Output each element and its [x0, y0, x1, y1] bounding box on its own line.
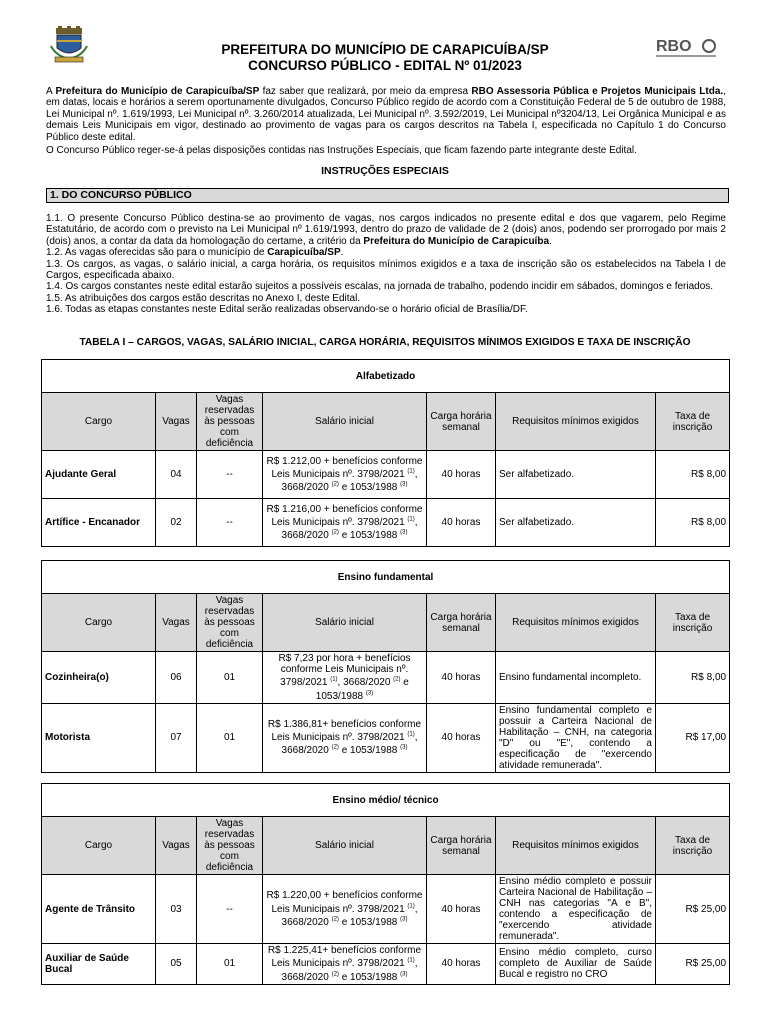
requisitos-cell: Ensino médio completo, curso completo de Auxiliar de Saúde Bucal e registro no CRO: [496, 944, 656, 985]
table-row: [42, 499, 730, 547]
vagas-pcd-cell: 01: [197, 703, 263, 772]
column-header-vagas: Vagas: [156, 817, 197, 875]
requisitos-cell: Ensino médio completo e possuir Carteira Nacional de Habilitação – CNH nas categorias "A e B", contendo a especificação de "exercendo atividade remunerada".: [496, 875, 656, 944]
item-1-2: 1.2. As vagas oferecidas são para o município de Carapicuíba/SP.: [46, 247, 344, 259]
rbo-logo-text: RBO: [656, 38, 692, 55]
table-row: [42, 451, 730, 499]
column-header-vagas-pcd: Vagas reservadas às pessoas com deficiência: [197, 393, 263, 451]
taxa-cell: R$ 25,00: [656, 944, 730, 985]
table-level-heading: Alfabetizado: [42, 360, 730, 393]
column-header-taxa: Taxa de inscrição: [656, 393, 730, 451]
column-header-vagas-pcd: Vagas reservadas às pessoas com deficiência: [197, 594, 263, 652]
salario-cell: R$ 1.220,00 + benefícios conforme Leis Municipais nº. 3798/2021 $^{(1)}$, 3668/2020 $^{(2)}$ e 1053/1988 $^{(3)}$: [263, 875, 427, 944]
vagas-pcd-cell: --: [197, 451, 263, 499]
table-row: [42, 944, 730, 985]
table-row: [42, 703, 730, 772]
requisitos-cell: Ser alfabetizado.: [496, 499, 656, 547]
vagas-cell: 06: [156, 652, 197, 704]
column-header-requisitos: Requisitos mínimos exigidos: [496, 817, 656, 875]
intro-paragraph: A Prefeitura do Município de Carapicuíba/SP faz saber que realizará, por meio da empresa RBO Assessoria Pública e Projetos Municipais Ltda., em datas, locais e horários a serem oportunamente divulgados, Concurso Público regido de acordo com a Constituição Federal de 5 de outubro de 1988, Lei Municipal nº. 1.619/1993, Lei Municipal nº. 3.260/2014 atualizada, Lei Municipal nº. 3.592/2019, Lei Municipal nº3204/13, Lei Orgânica Municipal e as demais Leis Municipais em vigor, destinado ao provimento de vagas para os cargos descritos na Tabela I, especificada no Capítulo 1 do Concurso Público deste edital.: [46, 86, 726, 143]
vagas-cell: 07: [156, 703, 197, 772]
item-1-3: 1.3. Os cargos, as vagas, o salário inicial, a carga horária, os requisitos mínimos exigidos e a taxa de inscrição são os estabelecidos na Tabela I de Cargos, especificada abaixo.: [46, 258, 726, 282]
cargo-table: [41, 783, 730, 985]
salario-cell: R$ 1.216,00 + benefícios conforme Leis Municipais nº. 3798/2021 $^{(1)}$, 3668/2020 $^{(2)}$ e 1053/1988 $^{(3)}$: [263, 499, 427, 547]
column-header-carga: Carga horária semanal: [427, 817, 496, 875]
vagas-cell: 03: [156, 875, 197, 944]
page-title-line1: PREFEITURA DO MUNICÍPIO DE CARAPICUÍBA/SP: [221, 42, 549, 57]
carga-cell: 40 horas: [427, 499, 496, 547]
item-1-5: 1.5. As atribuições dos cargos estão descritas no Anexo I, deste Edital.: [46, 292, 361, 304]
cargo-cell: Artífice - Encanador: [42, 499, 156, 547]
section-1-items: [46, 213, 726, 316]
column-header-salario: Salário inicial: [263, 817, 427, 875]
carga-cell: 40 horas: [427, 652, 496, 704]
taxa-cell: R$ 8,00: [656, 451, 730, 499]
carga-cell: 40 horas: [427, 875, 496, 944]
item-1-4: 1.4. Os cargos constantes neste edital estarão sujeitos a possíveis escalas, na jornada de trabalho, podendo incidir em sábados, domingos e feriados.: [46, 281, 714, 293]
carga-cell: 40 horas: [427, 451, 496, 499]
column-header-carga: Carga horária semanal: [427, 594, 496, 652]
column-header-requisitos: Requisitos mínimos exigidos: [496, 594, 656, 652]
section-1-heading: 1. DO CONCURSO PÚBLICO: [46, 188, 729, 203]
column-header-cargo: Cargo: [42, 817, 156, 875]
column-header-salario: Salário inicial: [263, 393, 427, 451]
requisitos-cell: Ensino fundamental incompleto.: [496, 652, 656, 704]
vagas-pcd-cell: 01: [197, 652, 263, 704]
item-1-6: 1.6. Todas as etapas constantes neste Edital serão realizadas observando-se o horário oficial de Brasília/DF.: [46, 304, 528, 316]
column-header-vagas: Vagas: [156, 393, 197, 451]
column-header-taxa: Taxa de inscrição: [656, 594, 730, 652]
salario-cell: R$ 7,23 por hora + benefícios conforme Leis Municipais nº. 3798/2021 $^{(1)}$, 3668/2020 $^{(2)}$ e 1053/1988 $^{(3)}$: [263, 652, 427, 704]
vagas-cell: 05: [156, 944, 197, 985]
requisitos-cell: Ser alfabetizado.: [496, 451, 656, 499]
item-1-1: 1.1. O presente Concurso Público destina-se ao provimento de vagas, nos cargos indicados no presente edital e dos que vagarem, pelo Regime Estatutário, de acordo com o previsto na Lei Municipal nº 1.619/1993, dentro do prazo de validade de 2 (dois) anos, podendo ser prorrogado por mais 2 (dois) anos, a contar da data da homologação do certame, a critério da Prefeitura do Município de Carapicuíba.: [46, 213, 726, 247]
vagas-pcd-cell: 01: [197, 944, 263, 985]
salario-cell: R$ 1.225,41+ benefícios conforme Leis Municipais nº. 3798/2021 $^{(1)}$, 3668/2020 $^{(2)}$ e 1053/1988 $^{(3)}$: [263, 944, 427, 985]
requisitos-cell: Ensino fundamental completo e possuir a Carteira Nacional de Habilitação – CNH, na categoria "D" ou "E", contendo a especificação de "exercendo atividade remunerada".: [496, 703, 656, 772]
vagas-cell: 04: [156, 451, 197, 499]
column-header-taxa: Taxa de inscrição: [656, 817, 730, 875]
vagas-pcd-cell: --: [197, 499, 263, 547]
intro-note: O Concurso Público reger-se-á pelas disposições contidas nas Instruções Especiais, que ficam fazendo parte integrante deste Edital.: [46, 145, 637, 156]
table-row: [42, 652, 730, 704]
column-header-requisitos: Requisitos mínimos exigidos: [496, 393, 656, 451]
cargo-cell: Agente de Trânsito: [42, 875, 156, 944]
salario-cell: R$ 1.212,00 + benefícios conforme Leis Municipais nº. 3798/2021 $^{(1)}$, 3668/2020 $^{(2)}$ e 1053/1988 $^{(3)}$: [263, 451, 427, 499]
salario-cell: R$ 1.386,81+ benefícios conforme Leis Municipais nº. 3798/2021 $^{(1)}$, 3668/2020 $^{(2)}$ e 1053/1988 $^{(3)}$: [263, 703, 427, 772]
table-row: [42, 875, 730, 944]
instructions-heading: INSTRUÇÕES ESPECIAIS: [321, 165, 449, 177]
page-title-line2: CONCURSO PÚBLICO - EDITAL Nº 01/2023: [248, 58, 522, 73]
cargo-cell: Cozinheira(o): [42, 652, 156, 704]
taxa-cell: R$ 25,00: [656, 875, 730, 944]
table-level-heading: Ensino fundamental: [42, 561, 730, 594]
taxa-cell: R$ 17,00: [656, 703, 730, 772]
column-header-carga: Carga horária semanal: [427, 393, 496, 451]
table-level-heading: Ensino médio/ técnico: [42, 784, 730, 817]
cargo-table: [41, 560, 730, 773]
vagas-cell: 02: [156, 499, 197, 547]
vagas-pcd-cell: --: [197, 875, 263, 944]
taxa-cell: R$ 8,00: [656, 499, 730, 547]
column-header-cargo: Cargo: [42, 594, 156, 652]
cargo-cell: Motorista: [42, 703, 156, 772]
column-header-vagas: Vagas: [156, 594, 197, 652]
column-header-vagas-pcd: Vagas reservadas às pessoas com deficiência: [197, 817, 263, 875]
carga-cell: 40 horas: [427, 703, 496, 772]
cargo-cell: Auxiliar de Saúde Bucal: [42, 944, 156, 985]
taxa-cell: R$ 8,00: [656, 652, 730, 704]
carga-cell: 40 horas: [427, 944, 496, 985]
cargo-cell: Ajudante Geral: [42, 451, 156, 499]
table-title: TABELA I – CARGOS, VAGAS, SALÁRIO INICIAL, CARGA HORÁRIA, REQUISITOS MÍNIMOS EXIGIDOS E TAXA DE INSCRIÇÃO: [79, 337, 691, 348]
cargo-table: [41, 359, 730, 547]
column-header-cargo: Cargo: [42, 393, 156, 451]
column-header-salario: Salário inicial: [263, 594, 427, 652]
